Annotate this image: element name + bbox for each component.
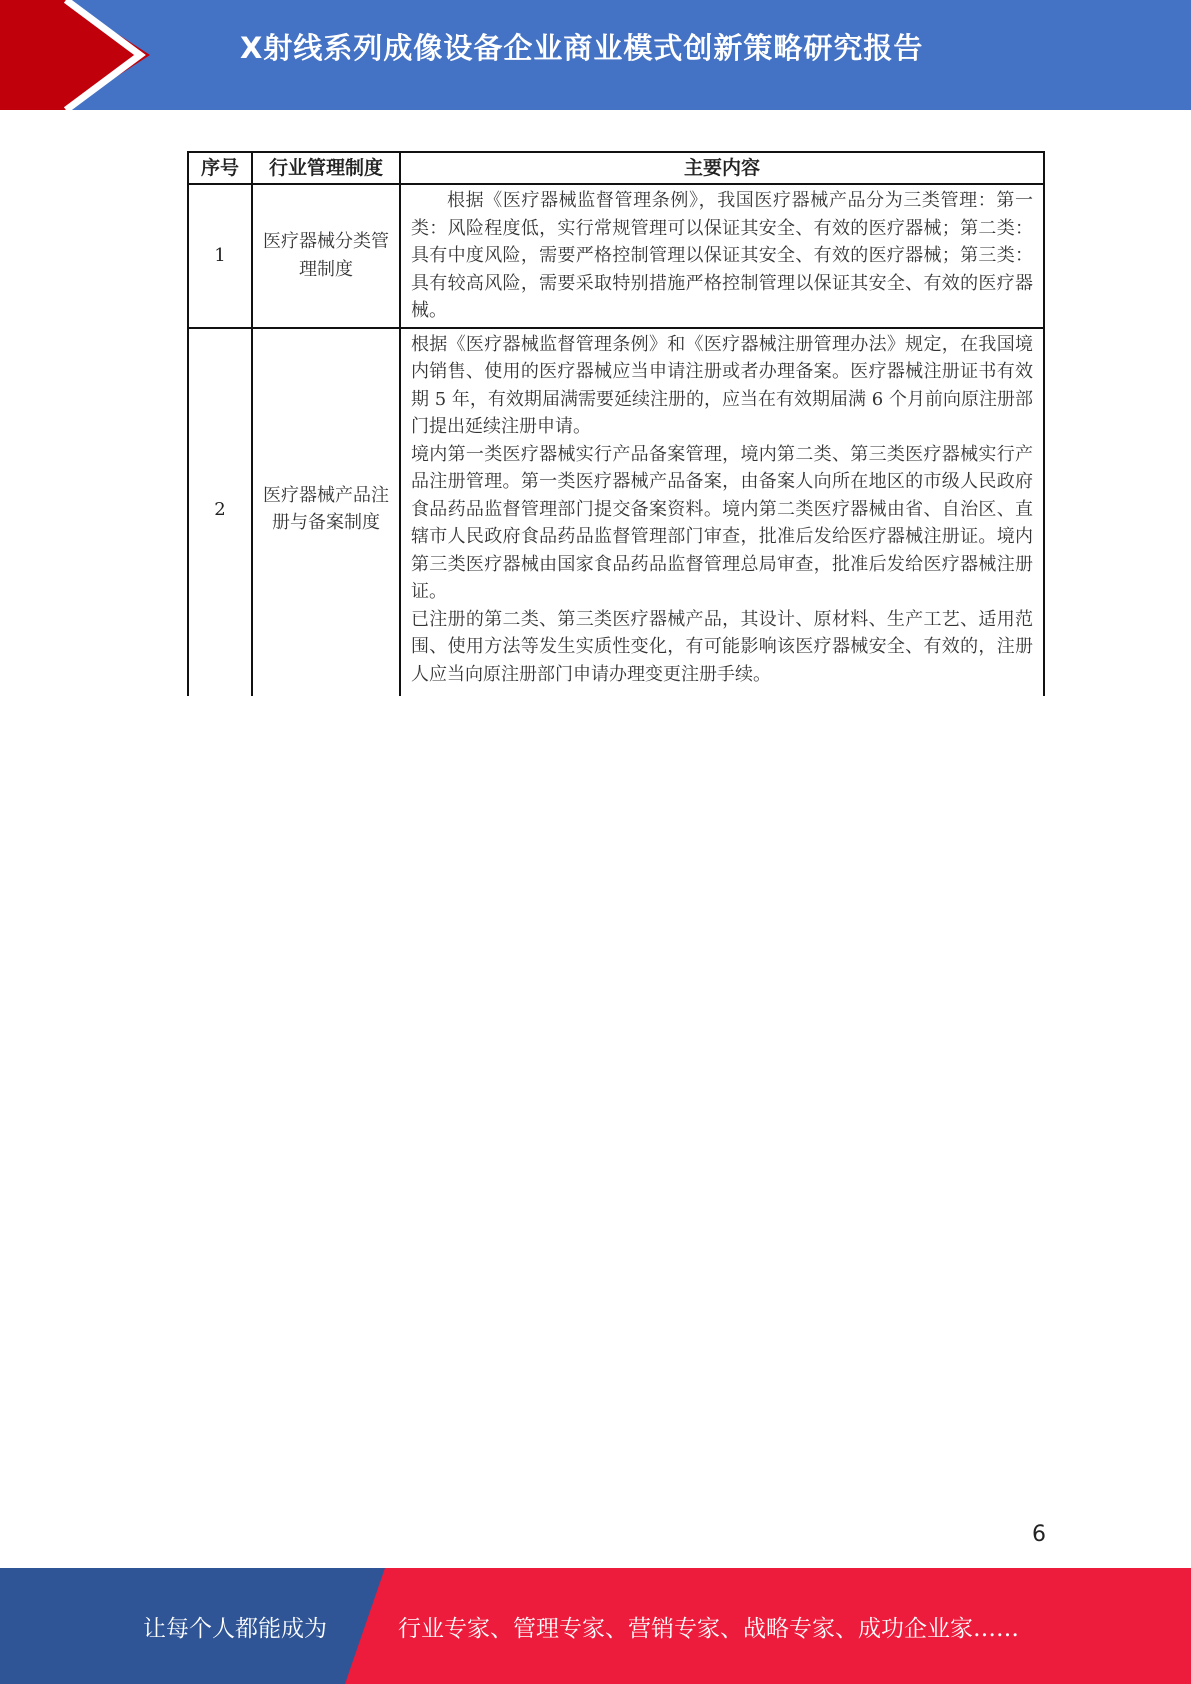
row-content [400,328,1044,691]
header-content: 主要内容 [400,152,1044,184]
page-number: 6 [1032,1522,1046,1547]
content-paragraph: 根据《医疗器械监督管理条例》，我国医疗器械产品分为三类管理：第一类：风险程度低，实行常规管理可以保证其安全、有效的医疗器械；第二类：具有中度风险，需要严格控制管理以保证其安全、有效的医疗器械；第三类：具有较高风险，需要采取特别措施严格控制管理以保证其安全、有效的医疗器械。 [411,190,1033,321]
content-paragraph: 已注册的第二类、第三类医疗器械产品，其设计、原材料、生产工艺、适用范围、使用方法等发生实质性变化，有可能影响该医疗器械安全、有效的，注册人应当向原注册部门申请办理变更注册手续。 [411,608,1033,685]
page-header [0,0,1191,110]
row-num: 2 [188,328,252,691]
page-footer [0,1568,1191,1684]
footer-slogan-left: 让每个人都能成为 [143,1616,327,1642]
table-continuation [188,690,1044,696]
regulation-table [187,151,1045,696]
content-paragraph: 根据《医疗器械监督管理条例》和《医疗器械注册管理办法》规定，在我国境内销售、使用的医疗器械应当申请注册或者办理备案。医疗器械注册证书有效期 5 年，有效期届满需要延续注册的，应当在有效期届满 6 个月前向原注册部门提出延续注册申请。 [411,333,1033,437]
row-content [400,184,1044,328]
row-system: 医疗器械产品注册与备案制度 [252,328,400,691]
content-paragraph: 境内第一类医疗器械实行产品备案管理，境内第二类、第三类医疗器械实行产品注册管理。第一类医疗器械产品备案，由备案人向所在地区的市级人民政府食品药品监督管理部门提交备案资料。境内第二类医疗器械由省、自治区、直辖市人民政府食品药品监督管理部门审查，批准后发给医疗器械注册证。境内第三类医疗器械由国家食品药品监督管理总局审查，批准后发给医疗器械注册证。 [411,443,1033,602]
footer-slogan-right: 行业专家、管理专家、营销专家、战略专家、成功企业家…… [398,1616,1019,1642]
header-system: 行业管理制度 [252,152,400,184]
row-system: 医疗器械分类管理制度 [252,184,400,328]
table-header-row [188,152,1044,184]
report-title: X射线系列成像设备企业商业模式创新策略研究报告 [240,31,924,65]
table-row [188,328,1044,691]
row-num: 1 [188,184,252,328]
table-row [188,184,1044,328]
header-num: 序号 [188,152,252,184]
